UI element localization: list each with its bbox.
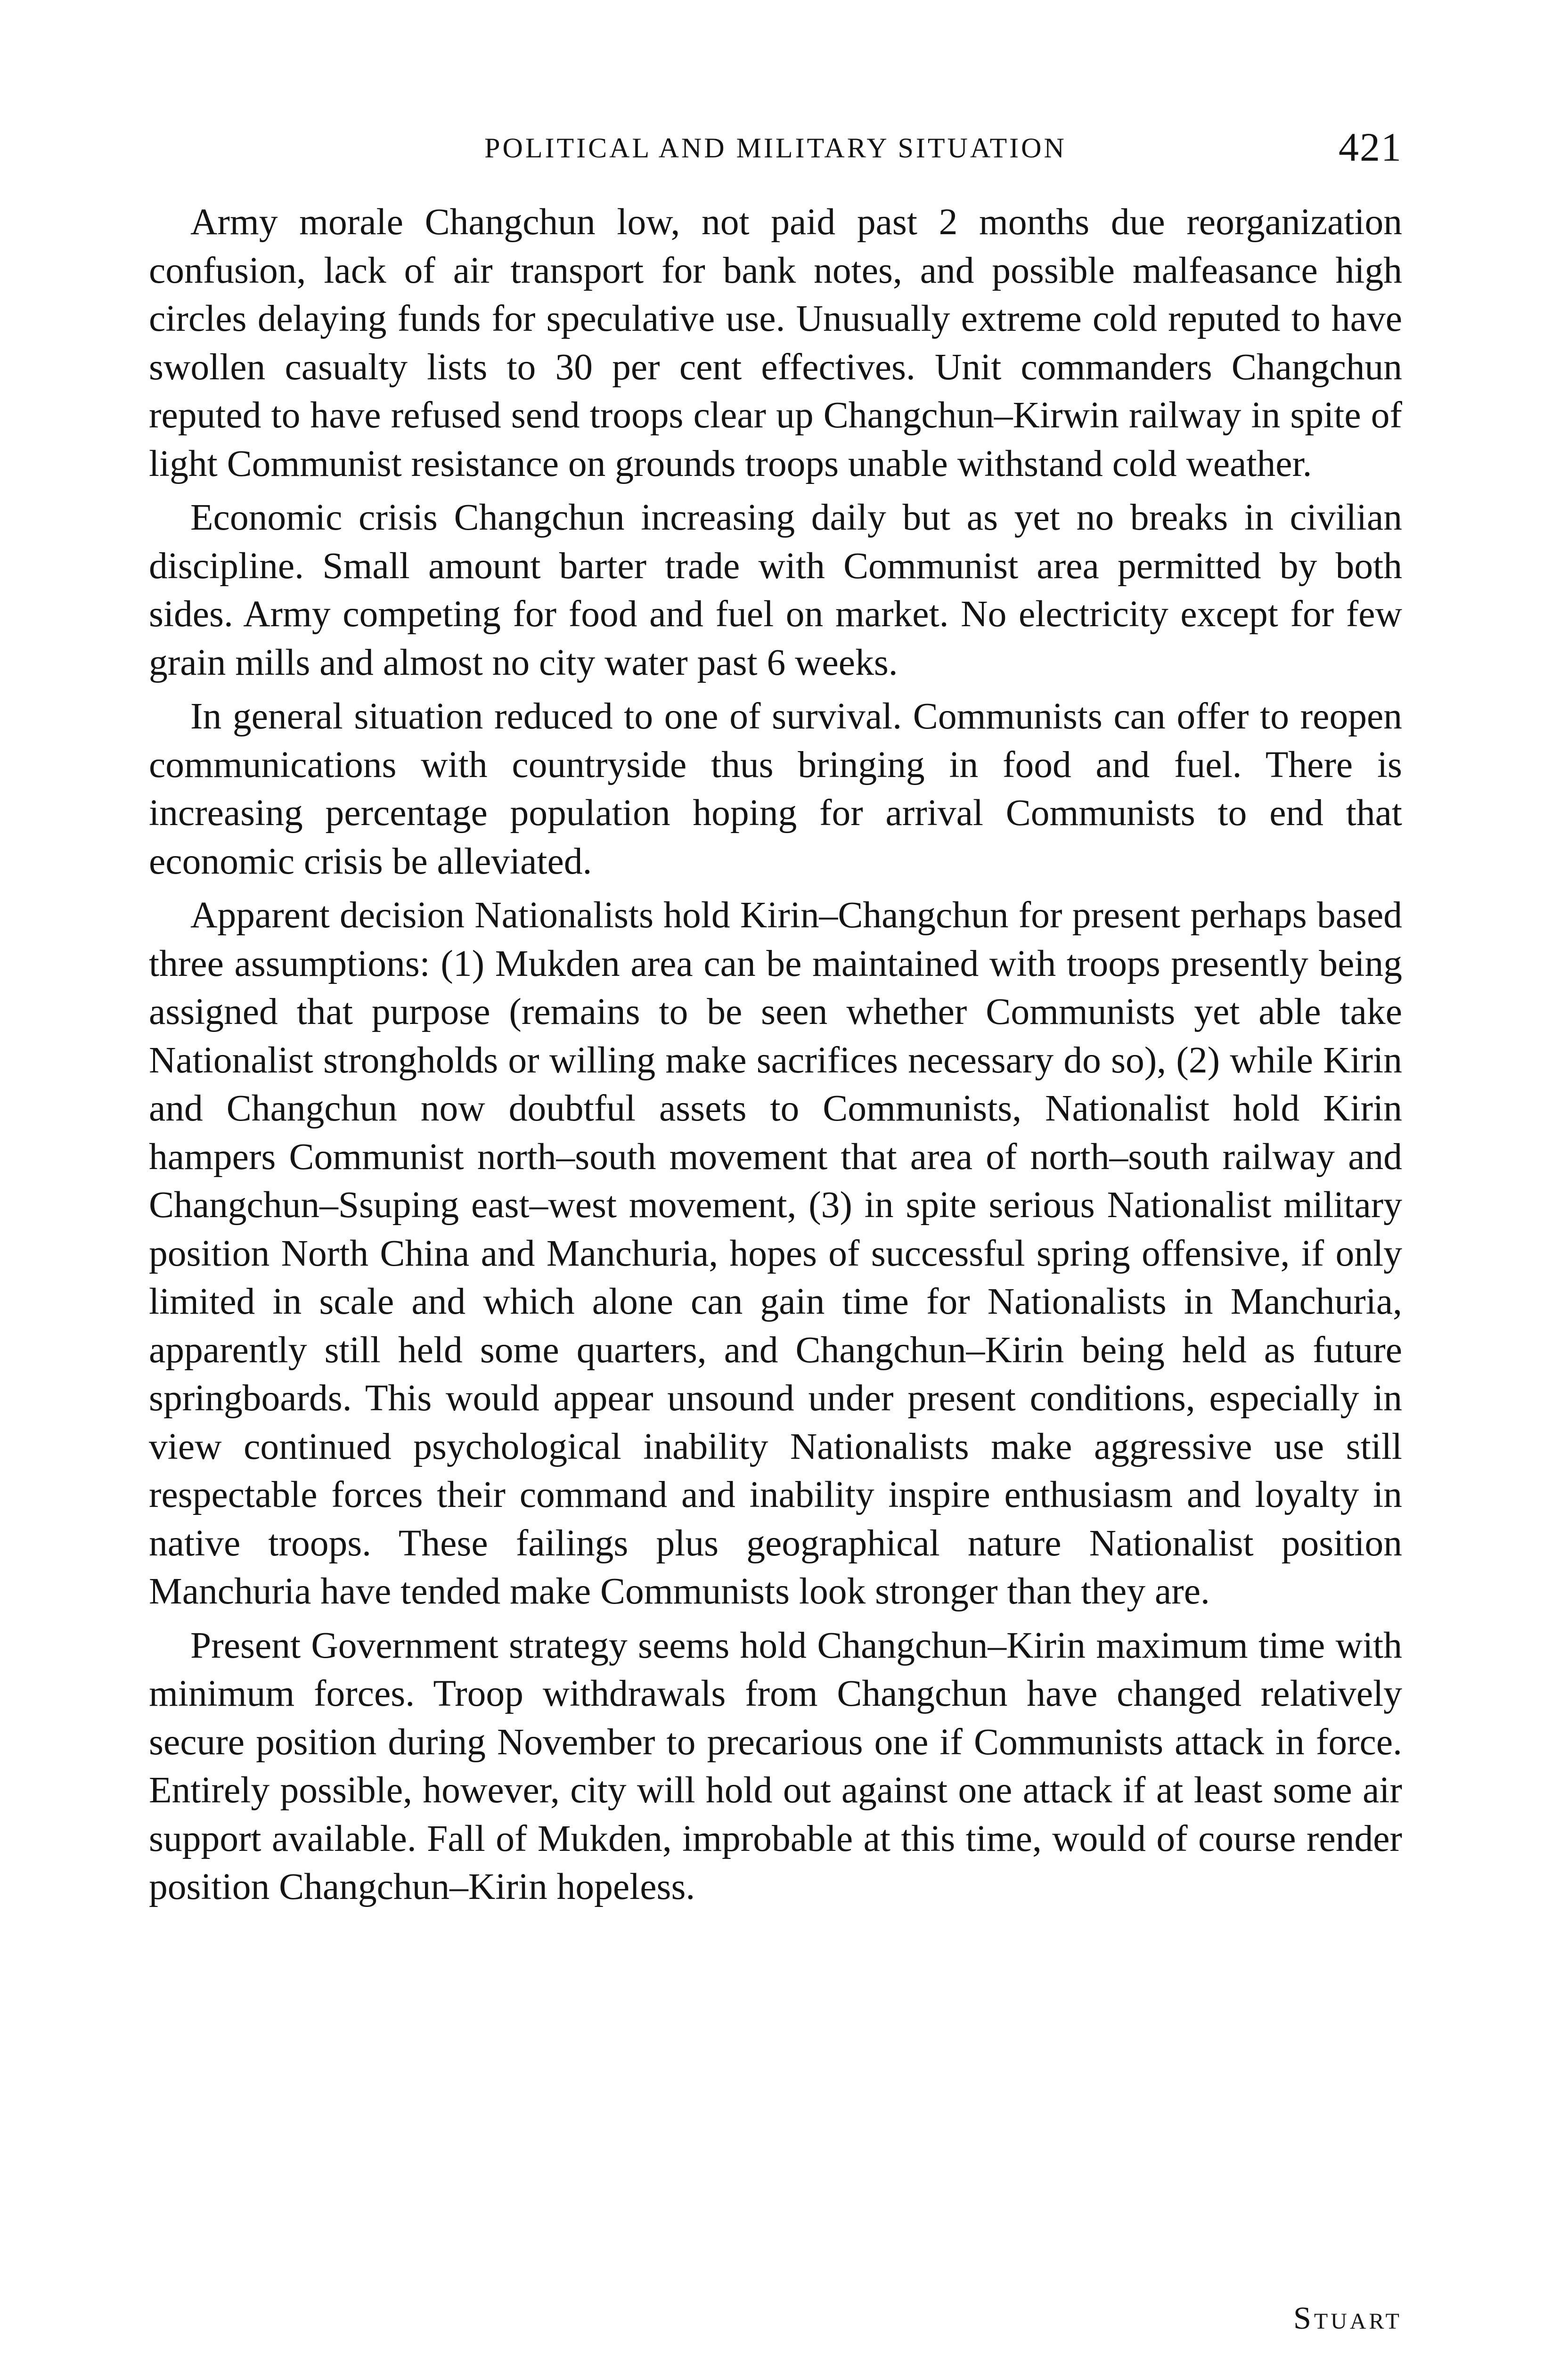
paragraph-economic-crisis: Economic crisis Changchun increasing daily but as yet no breaks in civilian discipline. Small amount barter trade with Communist area permitted by both sides. Army competing for food and fuel on market. No electricity except for few grain mills and almost no city water past 6 weeks. — [149, 497, 1402, 683]
page-number: 421 — [1339, 124, 1402, 170]
signature: Stuart — [1293, 2300, 1402, 2336]
paragraph-general-situation: In general situation reduced to one of survival. Communists can offer to reopen communications with countryside thus bringing in food and fuel. There is increasing percentage population hoping for arrival Communists to end that economic crisis be alleviated. — [149, 695, 1402, 882]
paragraph-nationalist-assumptions: Apparent decision Nationalists hold Kirin–Changchun for present perhaps based three assumptions: (1) Mukden area can be maintained with troops presently being assigned that purpose (remains to be seen whether Communists yet able take Nationalist strongholds or willing make sacrifices necessary do so), (2) while Kirin and Changchun now doubtful assets to Communists, Nationalist hold Kirin hampers Communist north–south movement that area of north–south railway and Changchun–Ssuping east–west movement, (3) in spite serious Nationalist military position North China and Manchuria, hopes of successful spring offensive, if only limited in scale and which alone can gain time for Nationalists in Manchuria, apparently still held some quarters, and Changchun–Kirin being held as future springboards. This would appear unsound under present conditions, especially in view continued psychological inability Nationalists make aggressive use still respectable forces their command and inability inspire enthusiasm and loyalty in native troops. These failings plus geographical nature Nationalist position Manchuria have tended make Communists look stronger than they are. — [149, 894, 1402, 1612]
running-title: POLITICAL AND MILITARY SITUATION — [484, 132, 1067, 164]
body-text — [149, 198, 1402, 1917]
paragraph-army-morale: Army morale Changchun low, not paid past 2 months due reorganization confusion, lack of air transport for bank notes, and possible malfeasance high circles delaying funds for speculative use. Unusually extreme cold reputed to have swollen casualty lists to 30 per cent effectives. Unit commanders Changchun reputed to have refused send troops clear up Changchun–Kirwin railway in spite of light Communist resistance on grounds troops unable withstand cold weather. — [149, 201, 1402, 484]
running-header — [149, 123, 1402, 171]
paragraph-government-strategy: Present Government strategy seems hold Changchun–Kirin maximum time with minimum forces. Troop withdrawals from Changchun have changed relatively secure position during November to precarious one if Communists attack in force. Entirely possible, however, city will hold out against one attack if at least some air support available. Fall of Mukden, improbable at this time, would of course render position Changchun–Kirin hopeless. — [149, 1624, 1402, 1907]
